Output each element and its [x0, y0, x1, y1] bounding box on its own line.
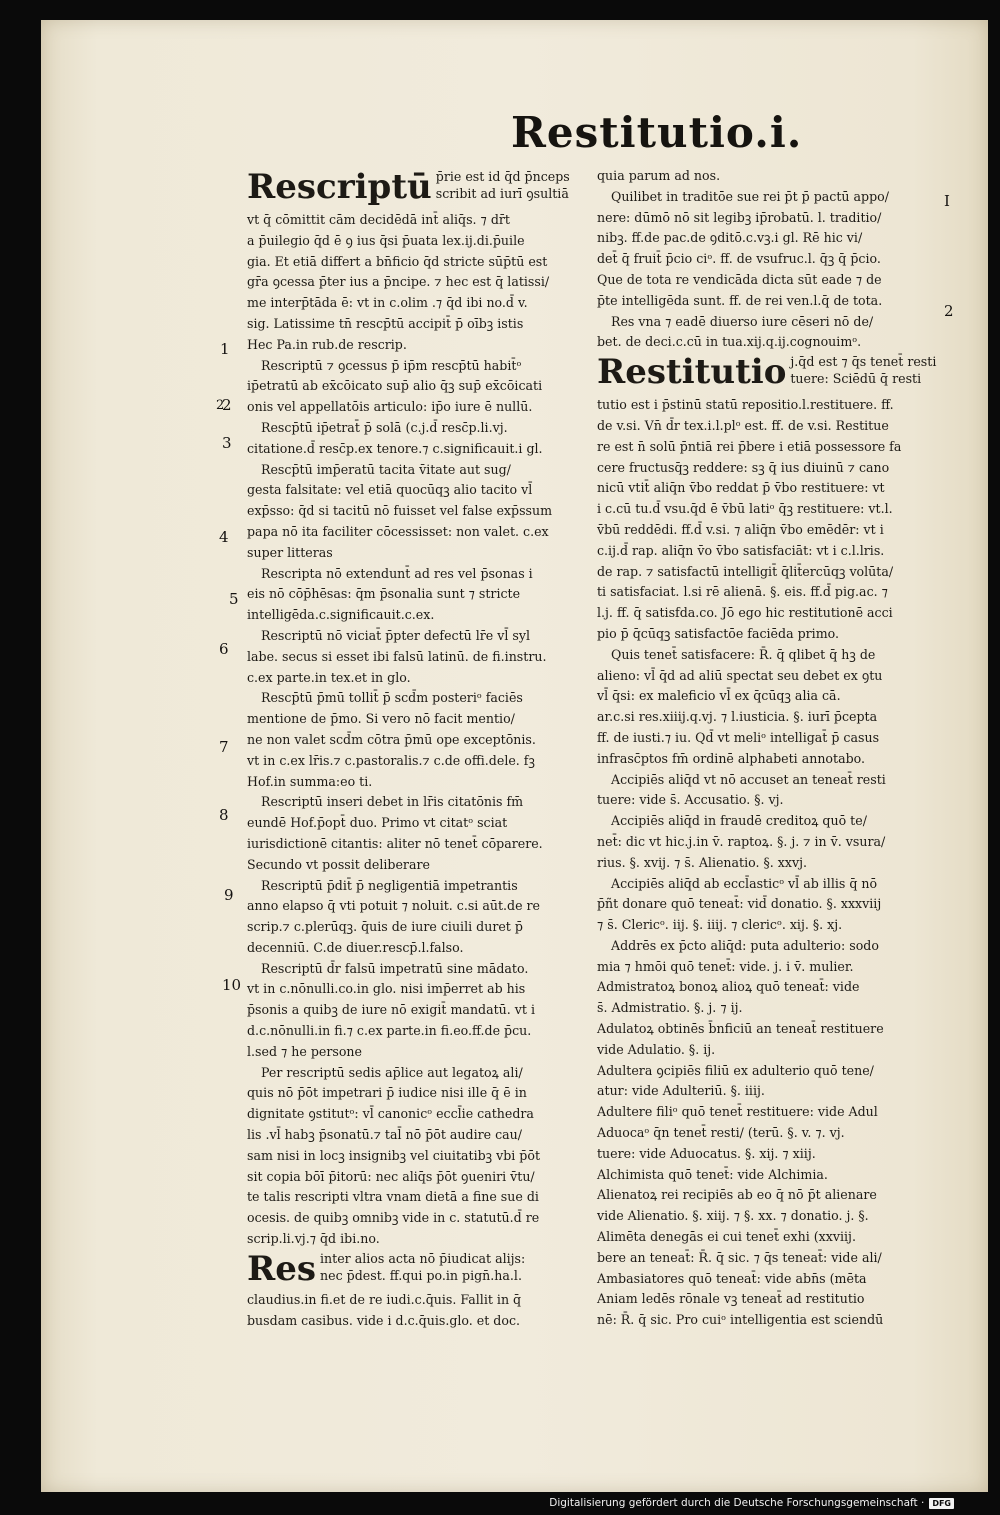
text-line: Accipiēs aliq̄d in fraudē creditoꝝ quō te/: [611, 813, 867, 829]
text-line: ⁊ s̄. Clericᵒ. iij. §. iiij. ⁊ clericᵒ. xij. §. xj.: [597, 917, 843, 933]
text-line: de v.si. Vn̄ d̄r tex.i.l.plᵒ est. ff. de v.si. Restitue: [597, 417, 889, 433]
text-line: onis vel appellatōis articulo: ip̄o iure ē nullū.: [247, 399, 533, 415]
text-line: p̄ñt donare quō teneat̄: vid̄ donatio. §. xxxviij: [597, 896, 882, 912]
paragraph-5: [247, 626, 587, 688]
text-line: p̄sonis a quibꝫ de iure nō exigit̄ mandatū. vt i: [247, 1002, 536, 1018]
text-line: decenniū. C.de diuer.rescp̄.l.falso.: [247, 939, 464, 955]
text-line: l.j. ff. q̄ satisfda.co. Jō ego hic restitutionē acci: [597, 605, 893, 621]
paragraph-number: 8: [219, 806, 229, 824]
text-line: nibꝫ. ff.de pac.de ꝯditō.c.vꝫ.i gl. Rē hic vi/: [597, 230, 863, 246]
heading-word: Rescriptū: [247, 167, 432, 207]
text-line: Adulatoꝝ obtinēs b̄nficiū an teneat̄ restituere: [597, 1021, 884, 1037]
opening-lines: [247, 210, 587, 356]
text-line: iurisdictionē citantis: aliter nō tenet̄ cōparere.: [247, 835, 543, 851]
res-heading: [247, 1250, 587, 1290]
text-line: ip̄etratū ab ex̄cōicato sup̄ alio q̄ꝫ sup̄ ex̄cōicati: [247, 378, 543, 394]
text-line: ne non valet scd̄m cōtra p̄mū ope exceptōnis.: [247, 731, 536, 747]
heading-word: Res: [247, 1248, 317, 1289]
text-line: Rescripta nō extendunt̄ ad res vel p̄sonas i: [261, 565, 533, 581]
text-line: Rescp̄tū imp̄eratū tacita v̄itate aut sug/: [261, 461, 511, 477]
text-line: gesta falsitate: vel etiā quocūqꝫ alio tacito vl̄: [247, 482, 533, 498]
text-line: claudius.in fi.et de re iudi.c.q̄uis. Fallit in q̄: [247, 1291, 522, 1307]
text-line: busdam casibus. vide i d.c.q̄uis.glo. et doc.: [247, 1312, 520, 1328]
text-line: Secundo vt possit deliberare: [247, 856, 430, 872]
text-line: Rescriptū nō viciat̄ p̄pter defectū lr̄e vl̄ syl: [261, 627, 531, 643]
text-line: j.q̄d est ⁊ q̄s tenet̄ resti: [790, 354, 937, 370]
text-line: vide Adulatio. §. ij.: [597, 1041, 716, 1057]
text-line: anno elapso q̄ vti potuit ⁊ noluit. c.si aūt.de re: [247, 898, 541, 914]
paragraph-number: 4: [219, 528, 229, 546]
text-line: Hec Pa.in rub.de rescrip.: [247, 336, 407, 352]
text-line: gr̄a ꝯcessa p̄ter ius a p̄ncipe. ⁊ hec est q̄ latissi/: [247, 274, 550, 290]
restitutio-heading: [597, 353, 937, 395]
text-line: v̄bū reddēdi. ff.d̄ v.si. ⁊ aliq̄n v̄bo emēdēr: vt i: [597, 521, 884, 537]
running-head: Restitutio.i.: [511, 108, 803, 157]
right-column: [597, 166, 937, 1331]
text-line: Rescp̄tū ip̄etrat̄ p̄ solā (c.j.d̄ resc̄p.li.vj.: [261, 419, 508, 435]
paragraph-9: [247, 959, 587, 1063]
text-line: scrip.li.vj.⁊ q̄d ibi.no.: [247, 1231, 380, 1247]
text-line: tuere: Sciēdū q̄ resti: [790, 371, 922, 387]
text-line: vl̄ q̄si: ex maleficio vl̄ ex q̄cūqꝫ alia cā.: [597, 688, 841, 704]
heading-word: Restitutio: [597, 352, 787, 393]
text-line: de rap. ⁊ satisfactū intelligit̄ q̄lit̄ercūqꝫ volūta/: [597, 563, 894, 579]
paragraph-number: 10: [222, 976, 242, 994]
text-line: Ambasiatores quō teneat̄: vide abn̄s (mēta: [597, 1270, 867, 1286]
text-line: dignitate ꝯstitutᵒ: vl̄ canonicᵒ eccl̄ie cathedra: [247, 1106, 534, 1122]
paragraph-4: [247, 564, 587, 626]
text-line: sam nisi in locꝫ insignibꝫ vel ciuitatibꝫ vbi p̄ōt: [247, 1147, 541, 1163]
text-line: bere an teneat̄: R̄. q̄ sic. ⁊ q̄s teneat̄: vide ali/: [597, 1249, 882, 1265]
text-line: Aniam ledēs rōnale vꝫ teneat̄ ad restitutio: [597, 1291, 865, 1307]
text-line: p̄rie est id q̄d p̄nceps: [435, 169, 570, 184]
text-line: Accipiēs aliq̄d ab eccl̄asticᵒ vl̄ ab illis q̄ nō: [611, 875, 878, 891]
text-line: lis .vl̄ habꝫ p̄sonatū.⁊ tal̄ nō p̄ōt audire cau/: [247, 1127, 523, 1143]
credit-text: Digitalisierung gefördert durch die Deutsche Forschungsgemeinschaft ·: [549, 1497, 925, 1509]
paragraph-10: [247, 1063, 587, 1250]
text-line: a p̄uilegio q̄d ē ꝯ ius q̄si p̄uata lex.ij.di.p̄uile: [247, 232, 525, 248]
right-top-lines: [597, 166, 937, 353]
margin-mark: 2: [944, 302, 954, 320]
text-line: papa nō ita faciliter cōcessisset: non valet. c.ex: [247, 523, 549, 539]
text-line: d.c.nōnulli.in fi.⁊ c.ex parte.in fi.eo.ff.de p̄cu.: [247, 1023, 532, 1039]
text-line: Rescriptū ⁊ ꝯcessus p̄ ip̄m rescp̄tū habit̄ᵒ: [261, 357, 522, 373]
text-line: Per rescriptū sedis ap̄lice aut legatoꝝ ali/: [261, 1064, 523, 1080]
paragraph-number: 9: [224, 886, 234, 904]
paragraph-1: [247, 356, 587, 418]
text-line: sit copia bōī p̄itorū: nec aliq̄s p̄ōt ꝯueniri v̄tu/: [247, 1168, 535, 1184]
text-line: vt in c.ex lr̄is.⁊ c.pastoralis.⁊ c.de offi.dele. fꝫ: [247, 752, 535, 768]
text-line: c.ex parte.in tex.et in glo.: [247, 669, 411, 685]
text-line: super litteras: [247, 544, 333, 560]
paragraph-number: 3: [222, 434, 232, 452]
text-line: Rescriptū inseri debet in lr̄is citatōnis fm̄: [261, 794, 524, 810]
text-line: Rescp̄tū p̄mū tollit̄ p̄ scd̄m posteriᵒ faciēs: [261, 690, 523, 706]
margin-mark: 2: [216, 398, 225, 413]
text-line: tutio est i p̄stinū statū repositio.l.restituere. ff.: [597, 397, 894, 413]
paragraph-3: [247, 460, 587, 564]
text-line: Res vna ⁊ eadē diuerso iure cēseri nō de/: [611, 313, 874, 329]
text-line: atur: vide Adulteriū. §. iiij.: [597, 1083, 765, 1099]
text-line: ti satisfaciat. l.si rē alienā. §. eis. ff.d̄ pig.ac. ⁊: [597, 584, 888, 600]
text-line: mia ⁊ hmōi quō tenet̄: vide. j. i v̄. mulier.: [597, 958, 854, 974]
text-line: l.sed ⁊ he persone: [247, 1043, 362, 1059]
rescriptum-heading: [247, 168, 587, 210]
text-line: Rescriptū d̄r falsū impetratū sine mādato.: [261, 960, 529, 976]
text-line: gia. Et etiā differt a bn̄ficio q̄d stricte sūp̄tū est: [247, 253, 548, 269]
text-line: Hof.in summa:eo ti.: [247, 773, 373, 789]
text-line: tuere: vide s̄. Accusatio. §. vj.: [597, 792, 784, 808]
text-line: ff. de iusti.⁊ iu. Qd̄ vt meliᵒ intelligat̄ p̄ casus: [597, 729, 880, 745]
text-line: pio p̄ q̄cūqꝫ satisfactōe faciēda primo.: [597, 625, 840, 641]
text-line: net̄: dic vt hic.j.in v̄. raptoꝝ. §. j. ⁊ in v̄. vsura/: [597, 833, 886, 849]
text-line: mentione de p̄mo. Si vero nō facit mentio/: [247, 711, 515, 727]
text-line: re est n̄ solū p̄ntiā rei p̄bere i etiā possessore fa: [597, 438, 902, 454]
text-line: intelligēda.c.significauit.c.ex.: [247, 607, 435, 623]
margin-mark: I: [944, 192, 950, 210]
text-line: eis nō cōp̄hēsas: q̄m p̄sonalia sunt ⁊ stricte: [247, 586, 521, 602]
text-line: Alchimista quō tenet̄: vide Alchimia.: [597, 1166, 828, 1182]
text-line: ar.c.si res.xiiij.q.vj. ⁊ l.iusticia. §. iurī p̄cepta: [597, 709, 878, 725]
paragraph-8: [247, 876, 587, 959]
text-line: alieno: vl̄ q̄d ad aliū spectat seu debet ex ꝯtu: [597, 667, 883, 683]
text-line: nere: dūmō nō sit legibꝫ ip̄robatū. l. traditio/: [597, 209, 882, 225]
paragraph-6: [247, 688, 587, 792]
text-line: Aduocaᵒ q̄n tenet̄ resti/ (terū. §. v. ⁊. vj.: [597, 1125, 845, 1141]
text-line: scrip.⁊ c.plerūqꝫ. q̄uis de iure ciuili duret p̄: [247, 919, 523, 935]
text-line: det̄ q̄ fruit̄ p̄cio ciᵒ. ff. de vsufruc.l. q̄ꝫ q̄ p̄cio.: [597, 251, 881, 267]
text-line: Rescriptū p̄dit̄ p̄ negligentiā impetrantis: [261, 877, 518, 893]
text-line: ocesis. de quibꝫ omnibꝫ vide in c. statutū.d̄ re: [247, 1210, 540, 1226]
text-line: Alienatoꝝ rei recipiēs ab eo q̄ nō p̄t alienare: [597, 1187, 877, 1203]
text-line: Alimēta denegās ei cui tenet̄ exhi (xxviij.: [597, 1229, 856, 1245]
text-line: infrasc̄ptos fm̄ ordinē alphabeti annotabo.: [597, 750, 866, 766]
text-line: i c.cū tu.d̄ vsu.q̄d ē v̄bū latiᵒ q̄ꝫ restituere: vt.l.: [597, 501, 893, 517]
text-line: te talis rescripti vltra vnam dietā a fine sue di: [247, 1189, 539, 1205]
text-line: nē: R̄. q̄ sic. Pro cuiᵒ intelligentia est sciendū: [597, 1312, 884, 1328]
right-body: [597, 395, 937, 1331]
text-line: s̄. Admistratio. §. j. ⁊ ij.: [597, 1000, 743, 1016]
text-line: quis nō p̄ōt impetrari p̄ iudice nisi ille q̄ ē in: [247, 1085, 527, 1101]
digitization-credit: [549, 1495, 954, 1511]
text-line: bet. de deci.c.cū in tua.xij.q.ij.cognouimᵒ.: [597, 334, 862, 350]
dfg-logo: DFG: [929, 1498, 954, 1509]
text-line: Accipiēs aliq̄d vt nō accuset an teneat̄ resti: [611, 771, 886, 787]
text-line: vide Alienatio. §. xiij. ⁊ §. xx. ⁊ donatio. j. §.: [597, 1208, 869, 1224]
paragraph-number: 1: [220, 340, 230, 358]
text-line: nec p̄dest. ff.qui po.in pign̄.ha.l.: [320, 1267, 522, 1283]
text-line: inter alios acta nō p̄iudicat alijs:: [320, 1250, 526, 1266]
text-line: citatione.d̄ resc̄p.ex tenore.⁊ c.significauit.i gl.: [247, 440, 543, 456]
text-line: me interp̄tāda ē: vt in c.olim .⁊ q̄d ibi no.d̄ v.: [247, 295, 528, 311]
text-line: c.ij.d̄ rap. aliq̄n v̄o v̄bo satisfaciāt: vt i c.l.lris.: [597, 542, 885, 558]
text-line: Adultera ꝯcipiēs filiū ex adulterio quō tene/: [597, 1062, 874, 1078]
paragraph-number: 6: [219, 640, 229, 658]
text-line: Quis tenet̄ satisfacere: R̄. q̄ qlibet q̄ hꝫ de: [611, 646, 876, 662]
text-line: Addrēs ex p̄cto aliq̄d: puta adulterio: sodo: [611, 937, 879, 953]
text-line: exp̄sso: q̄d si tacitū nō fuisset vel false exp̄ssum: [247, 503, 553, 519]
text-line: labe. secus si esset ibi falsū latinū. de fi.instru.: [247, 648, 547, 664]
text-line: cere fructusq̄ꝫ reddere: sꝫ q̄ ius diuinū ⁊ cano: [597, 459, 890, 475]
paragraph-7: [247, 792, 587, 875]
left-column: [247, 168, 587, 1331]
text-line: nicū vtit̄ aliq̄n v̄bo reddat p̄ v̄bo restituere: vt: [597, 480, 885, 496]
text-line: scribit ad iurī ꝯsultiā: [435, 186, 569, 201]
text-line: quia parum ad nos.: [597, 168, 721, 183]
paragraph-2: [247, 418, 587, 460]
text-line: vt q̄ cōmittit cām decidēdā int̄ aliq̄s. ⁊ dr̄t: [247, 212, 510, 227]
text-line: eundē Hof.p̄opt̄ duo. Primo vt citatᵒ sciat: [247, 815, 508, 831]
text-line: Quilibet in traditōe sue rei p̄t p̄ pactū appo/: [611, 188, 889, 204]
text-line: sig. Latissime tn̄ rescp̄tū accipit̄ p̄ oībꝫ istis: [247, 315, 524, 331]
paragraph-number: 5: [229, 590, 239, 608]
text-line: Que de tota re vendicāda dicta sūt eade ⁊ de: [597, 271, 882, 287]
text-line: Adultere filiᵒ quō tenet̄ restituere: vide Adul: [597, 1104, 878, 1120]
text-line: rius. §. xvij. ⁊ s̄. Alienatio. §. xxvj.: [597, 854, 808, 870]
text-line: vt in c.nōnulli.co.in glo. nisi imp̄erret ab his: [247, 981, 526, 997]
text-line: p̄te intelligēda sunt. ff. de rei ven.l.q̄ de tota.: [597, 292, 883, 308]
text-line: tuere: vide Aduocatus. §. xij. ⁊ xiij.: [597, 1145, 816, 1161]
paragraph-number: 2: [222, 396, 232, 414]
paragraph-number: 7: [219, 738, 229, 756]
text-line: Admistratoꝝ bonoꝝ alioꝝ quō teneat̄: vide: [597, 979, 860, 995]
